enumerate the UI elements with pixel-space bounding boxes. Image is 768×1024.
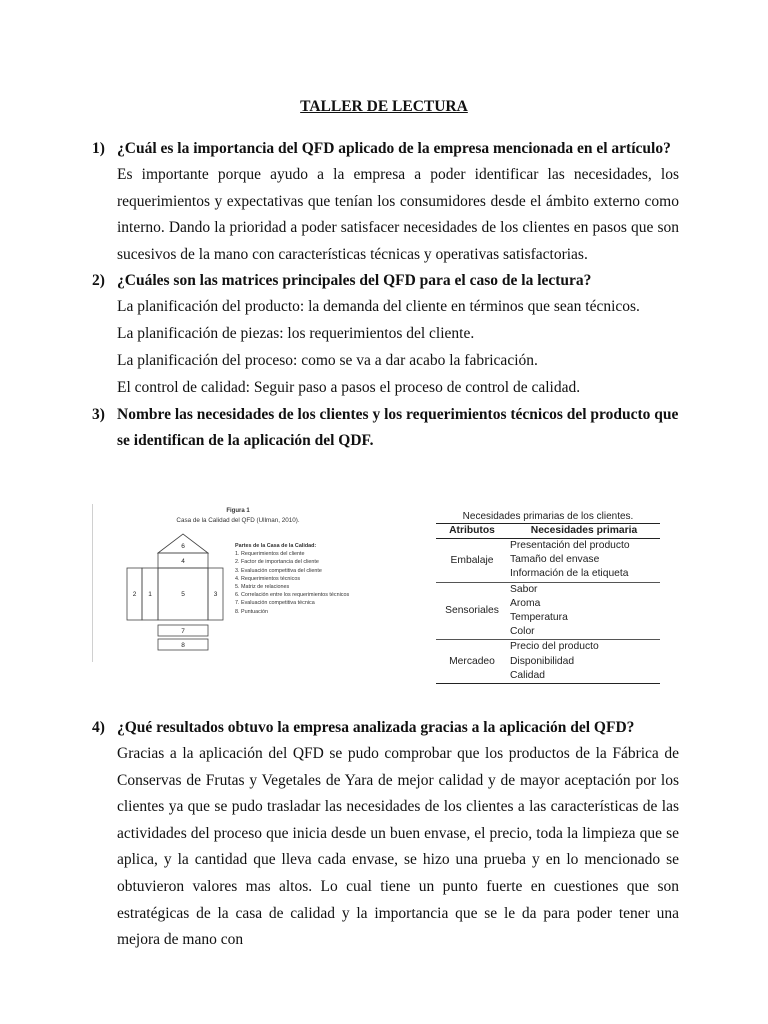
table-header-row (436, 523, 660, 539)
house-of-quality-figure (92, 504, 350, 662)
label-3: 3 (213, 591, 218, 598)
attribute-cell: Embalaje (450, 554, 494, 566)
question-1 (92, 136, 682, 162)
answer-1: Es importante porque ayudo a la empresa a poder identificar las necesidades, los requerimientos y expectativas que tenían los consumidores desde el ámbito externo como interno. Dando la prioridad a poder satisfacer necesidades de los clientes en pasos que son sucesivos de la mano con características técnicas y operativas satisfactorias. (117, 166, 679, 263)
need-item: Disponibilidad (510, 655, 575, 667)
page-title: TALLER DE LECTURA (300, 98, 468, 115)
question-number: 1) (92, 140, 105, 157)
table-row-group (436, 583, 660, 641)
label-6: 6 (181, 543, 185, 550)
needs-cell (508, 640, 660, 683)
legend-item: 3. Evaluación competitiva del cliente (235, 567, 322, 574)
table-caption: Necesidades primarias de los clientes. (462, 511, 634, 522)
question-number: 3) (92, 406, 105, 423)
question-4 (92, 715, 682, 741)
question-text: ¿Qué resultados obtuvo la empresa analizada gracias a la aplicación del QFD? (117, 719, 635, 736)
table-row-group (436, 640, 660, 684)
need-item: Aroma (510, 597, 541, 609)
answer-2-line: El control de calidad: Seguir paso a pasos el proceso de control de calidad. (117, 379, 581, 396)
question-text: ¿Cuál es la importancia del QFD aplicado de la empresa mencionada en el artículo? (117, 140, 671, 157)
answer-4: Gracias a la aplicación del QFD se pudo comprobar que los productos de la Fábrica de Conservas de Frutas y Vegetales de Yara de mejor calidad y de mayor aceptación por los clientes ya que se pudo trasladar las necesidades de los clientes a las características de las actividades del proceso que inicia desde un buen envase, el precio, toda la limpieza que se aplica, y la cantidad que lleva cada envase, se hizo una prueba y en lo mencionado se obtuvieron valores mas altos. Lo cual tiene un punto fuerte en cuestiones que son estratégicas de la casa de calidad y la importancia que se le da para poder tener una mejora de mano con (117, 745, 679, 949)
table-row-group (436, 539, 660, 583)
question-3 (92, 402, 682, 454)
legend-title: Partes de la Casa de la Calidad: (235, 543, 317, 549)
need-item: Calidad (510, 669, 545, 681)
needs-cell (508, 583, 660, 640)
label-2: 2 (132, 591, 137, 598)
answer-2-line: La planificación de piezas: los requerimientos del cliente. (117, 325, 475, 342)
answer-2-line: La planificación del proceso: como se va a dar acabo la fabricación. (117, 352, 538, 369)
table-header-cell: Necesidades primaria (530, 525, 638, 536)
need-item: Precio del producto (510, 641, 599, 653)
figure-legend (235, 542, 395, 616)
label-4: 4 (181, 558, 185, 565)
legend-item: 5. Matriz de relaciones (235, 584, 290, 591)
legend-item: 4. Requerimientos técnicos (235, 575, 301, 582)
answer-2-line: La planificación del producto: la demanda del cliente en términos que sean técnicos. (117, 298, 640, 315)
question-number: 2) (92, 272, 105, 289)
table-header-cell: Atributos (449, 525, 495, 536)
figure-title: Figura 1 (226, 508, 250, 514)
need-item: Color (510, 626, 535, 638)
question-number: 4) (92, 719, 105, 736)
legend-item: 8. Puntuación (235, 608, 268, 615)
need-item: Temperatura (510, 611, 568, 623)
question-text: Nombre las necesidades de los clientes y los requerimientos técnicos del producto que se identifican de la aplicación del QDF. (117, 406, 679, 449)
legend-item: 2. Factor de importancia del cliente (235, 559, 319, 566)
attribute-cell: Sensoriales (445, 605, 499, 617)
label-7: 7 (181, 628, 185, 635)
need-item: Presentación del producto (510, 540, 630, 551)
needs-table (436, 510, 660, 684)
question-text: ¿Cuáles son las matrices principales del QFD para el caso de la lectura? (117, 272, 592, 289)
legend-item: 6. Correlación entre los requerimientos técnicos (235, 592, 350, 599)
figure-caption: Casa de la Calidad del QFD (Ullman, 2010). (176, 517, 300, 524)
attribute-cell: Mercadeo (449, 656, 495, 668)
need-item: Información de la etiqueta (510, 568, 629, 580)
label-5: 5 (181, 591, 185, 598)
question-2 (92, 268, 682, 294)
label-1: 1 (148, 591, 152, 598)
need-item: Tamaño del envase (510, 554, 600, 566)
house-diagram-svg (123, 532, 233, 657)
legend-item: 7. Evaluación competitiva técnica (235, 600, 315, 607)
needs-cell (508, 539, 660, 582)
legend-item: 1. Requerimientos del cliente (235, 551, 305, 558)
label-8: 8 (181, 642, 185, 649)
need-item: Sabor (510, 583, 538, 595)
